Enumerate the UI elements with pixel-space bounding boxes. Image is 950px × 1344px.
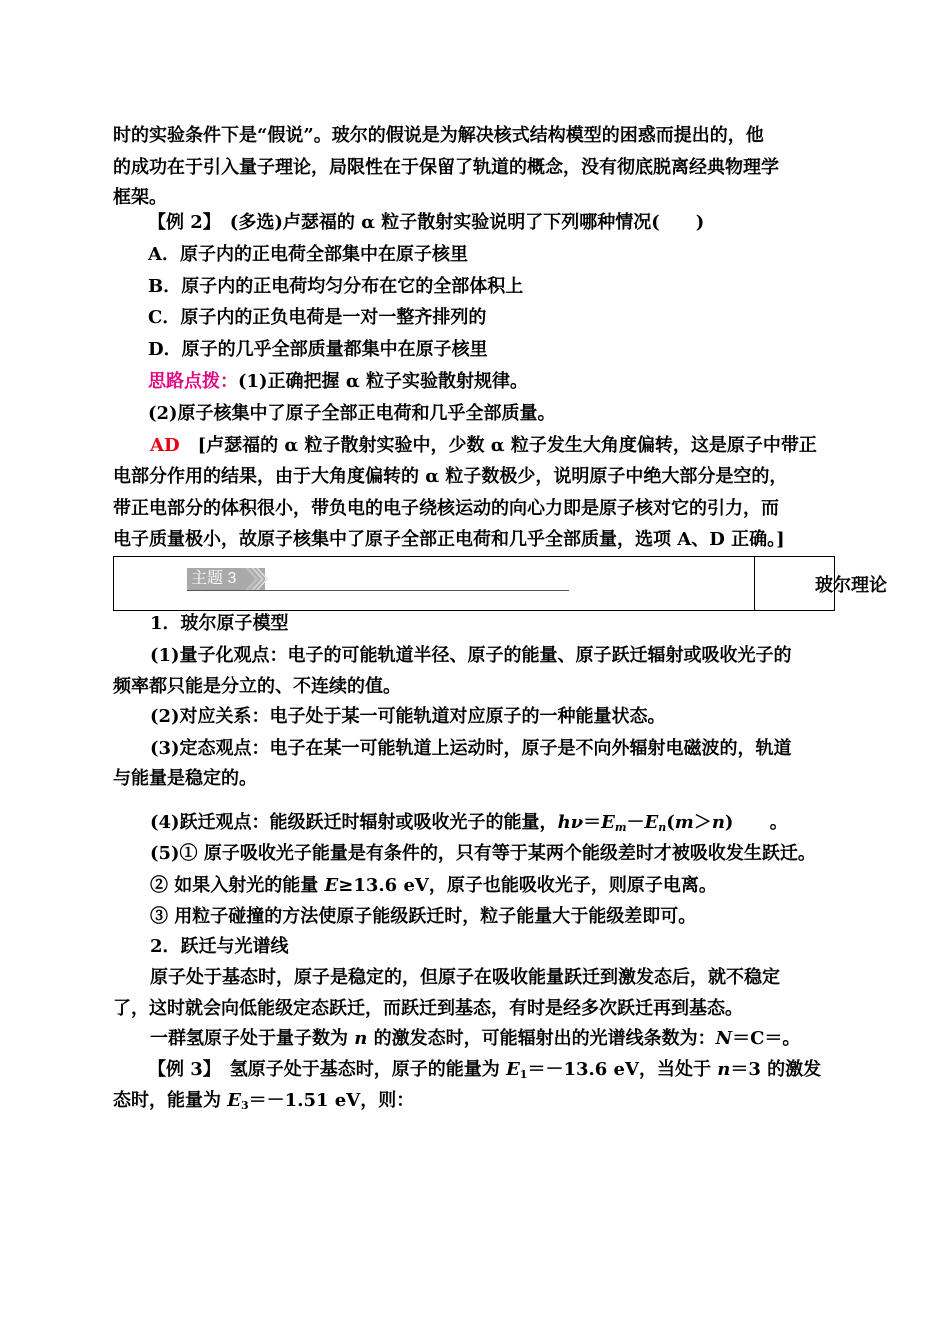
s1-p6-E: E xyxy=(324,875,339,896)
ex3-l2-post: ＝－1.51 eV，则： xyxy=(248,1090,415,1111)
formula-hv: hν xyxy=(557,812,584,833)
example3-tag: 【例 3】 xyxy=(148,1059,212,1080)
s2-p2-n: n xyxy=(354,1028,368,1049)
hint-line-2: (2)原子核集中了原子全部正电荷和几乎全部质量。 xyxy=(148,403,556,424)
option-a: A．原子内的正电荷全部集中在原子核里 xyxy=(148,244,468,265)
s1-p3-line-1: (3)定态观点：电子在某一可能轨道上运动时，原子是不向外辐射电磁波的，轨道 xyxy=(150,738,792,759)
s1-p4 xyxy=(150,811,788,840)
ex3-l1-mid: ＝－13.6 eV，当处于 xyxy=(527,1059,718,1080)
answer-line xyxy=(150,434,817,458)
s1-p2: (2)对应关系：电子处于某一可能轨道对应原子的一种能量状态。 xyxy=(150,706,666,727)
section2-heading: 2．跃迁与光谱线 xyxy=(150,936,289,957)
formula-m: m xyxy=(674,812,694,833)
ex3-E3-sub: 3 xyxy=(241,1099,249,1112)
example2-question xyxy=(148,211,704,235)
ex3-l1-pre: 氢原子处于基态时，原子的能量为 xyxy=(229,1059,507,1080)
s1-p1-line-2: 频率都只能是分立的、不连续的值。 xyxy=(113,676,401,697)
ex3-l1-post: ＝3 的激发 xyxy=(730,1059,822,1080)
option-d: D．原子的几乎全部质量都集中在原子核里 xyxy=(148,339,488,360)
s1-p6-pre: ② 如果入射光的能量 xyxy=(150,875,325,896)
topic-title: 玻尔理论 xyxy=(815,574,887,596)
hint-text-1: (1)正确把握 α 粒子实验散射规律。 xyxy=(238,371,528,392)
s2-p2 xyxy=(150,1027,800,1051)
s2-p1-line-1: 原子处于基态时，原子是稳定的，但原子在吸收能量跃迁到激发态后，就不稳定 xyxy=(150,967,780,988)
stripes-icon xyxy=(237,568,277,590)
formula-gt: ＞ xyxy=(693,812,712,833)
example3-line-1 xyxy=(148,1058,821,1087)
explain-line-2: 电部分作用的结果，由于大角度偏转的 α 粒子数极少，说明原子中绝大部分是空的， xyxy=(113,466,788,487)
ex3-E3: E xyxy=(227,1090,242,1111)
answer-label: AD xyxy=(150,435,180,456)
explain-line-4: 电子质量极小，故原子核集中了原子全部正电荷和几乎全部质量，选项 A、D 正确。] xyxy=(113,529,785,550)
s1-p1-line-1: (1)量子化观点：电子的可能轨道半径、原子的能量、原子跃迁辐射或吸收光子的 xyxy=(150,645,792,666)
formula-cond-close: ) xyxy=(724,812,734,833)
s2-p2-pre: 一群氢原子处于量子数为 xyxy=(150,1028,355,1049)
option-c: C．原子内的正负电荷是一对一整齐排列的 xyxy=(148,307,487,328)
s1-p5: (5)① 原子吸收光子能量是有条件的，只有等于某两个能级差时才被吸收发生跃迁。 xyxy=(150,843,816,864)
hint-label: 思路点拨： xyxy=(148,371,238,392)
s2-p1-line-2: 了，这时就会向低能级定态跃迁，而跃迁到基态，有时是经多次跃迁再到基态。 xyxy=(113,998,743,1019)
s1-p6 xyxy=(150,874,717,898)
topic-badge: 主题 3 xyxy=(187,568,265,590)
formula-n: n xyxy=(711,812,725,833)
s1-p6-post: ≥13.6 eV，原子也能吸收光子，则原子电离。 xyxy=(338,875,717,896)
s1-p7: ③ 用粒子碰撞的方法使原子能级跃迁时，粒子能量大于能级差即可。 xyxy=(150,906,697,927)
example2-tag: 【例 2】 xyxy=(148,212,212,233)
s1-p3-line-2: 与能量是稳定的。 xyxy=(113,768,257,789)
topic-underline xyxy=(187,590,569,591)
formula-equals: ＝ xyxy=(583,812,602,833)
example3-line-2 xyxy=(113,1089,414,1118)
ex3-E1-sub: 1 xyxy=(519,1068,528,1081)
intro-line-3: 框架。 xyxy=(113,187,167,208)
s2-p2-N: N xyxy=(715,1028,733,1049)
s2-p2-mid: 的激发态时，可能辐射出的光谱线条数为： xyxy=(367,1028,716,1049)
explain-text-1: [卢瑟福的 α 粒子散射实验中，少数 α 粒子发生大角度偏转，这是原子中带正 xyxy=(197,435,817,456)
section1-heading: 1．玻尔原子模型 xyxy=(150,613,289,634)
ex3-n: n xyxy=(717,1059,731,1080)
topic-header xyxy=(113,556,887,611)
example2-question-text: (多选)卢瑟福的 α 粒子散射实验说明了下列哪种情况( ) xyxy=(229,212,705,233)
s1-p4-text: (4)跃迁观点：能级跃迁时辐射或吸收光子的能量， xyxy=(150,812,558,833)
formula-cond-open: ( xyxy=(666,812,675,833)
ex3-l2-pre: 态时，能量为 xyxy=(113,1090,228,1111)
formula-en: E xyxy=(644,812,659,833)
formula-minus: － xyxy=(626,812,645,833)
s1-p4-end: 。 xyxy=(769,812,788,833)
formula-em: E xyxy=(601,812,615,833)
formula-en-sub: n xyxy=(658,821,667,834)
explain-line-3: 带正电部分的体积很小，带负电的电子绕核运动的向心力即是原子核对它的引力，而 xyxy=(113,498,779,519)
intro-line-2: 的成功在于引入量子理论，局限性在于保留了轨道的概念，没有彻底脱离经典物理学 xyxy=(113,157,779,178)
option-b: B．原子内的正电荷均匀分布在它的全部体积上 xyxy=(148,276,524,297)
intro-line-1: 时的实验条件下是“假说”。玻尔的假说是为解决核式结构模型的困惑而提出的，他 xyxy=(113,125,764,146)
formula-em-sub: m xyxy=(614,821,627,834)
ex3-E1: E xyxy=(506,1059,520,1080)
hint-line-1 xyxy=(148,370,528,394)
s2-p2-post: ＝C＝。 xyxy=(732,1028,801,1049)
